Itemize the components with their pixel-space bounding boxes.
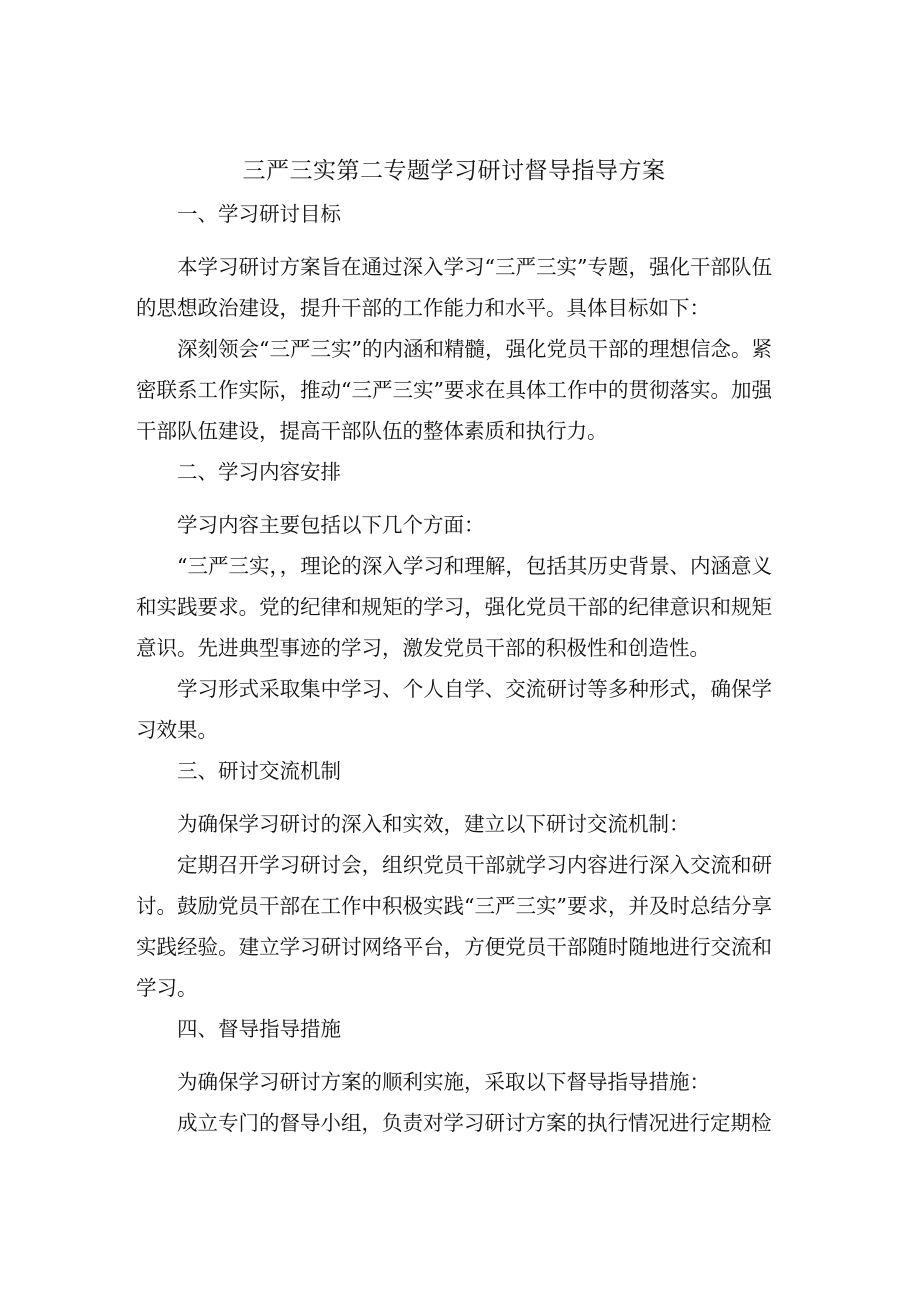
section-heading-4: 四、督导指导措施	[177, 1017, 341, 1041]
section-heading-2: 二、学习内容安排	[177, 460, 341, 484]
section-3-paragraph-2: 定期召开学习研讨会，组织党员干部就学习内容进行深入交流和研讨。鼓励党员干部在工作中积极实践“三严三实”要求，并及时总结分享实践经验。建立学习研讨网络平台，方便党员干部随时随地进行交流和学习。	[136, 853, 772, 1000]
section-heading-3: 三、研讨交流机制	[177, 759, 341, 783]
section-2-paragraph-1: 学习内容主要包括以下几个方面：	[177, 513, 485, 537]
section-3-paragraph-1: 为确保学习研讨的深入和实效，建立以下研讨交流机制：	[177, 812, 690, 836]
section-2-paragraph-2: “三严三实，，理论的深入学习和理解，包括其历史背景、内涵意义和实践要求。党的纪律和规矩的学习，强化党员干部的纪律意识和规矩意识。先进典型事迹的学习，激发党员干部的积极性和创造性。	[136, 554, 772, 660]
section-4-paragraph-1: 为确保学习研讨方案的顺利实施，采取以下督导指导措施：	[177, 1070, 710, 1094]
section-1-paragraph-1: 本学习研讨方案旨在通过深入学习“三严三实”专题，强化干部队伍的思想政治建设，提升干部的工作能力和水平。具体目标如下：	[136, 255, 772, 320]
document-title: 三严三实第二专题学习研讨督导指导方案	[242, 158, 666, 184]
section-heading-1: 一、学习研讨目标	[177, 202, 341, 226]
document-body	[136, 156, 772, 1144]
section-4-paragraph-2: 成立专门的督导小组，负责对学习研讨方案的执行情况进行定期检	[177, 1111, 772, 1135]
section-1-paragraph-2: 深刻领会“三严三实”的内涵和精髓，强化党员干部的理想信念。紧密联系工作实际，推动“三严三实”要求在具体工作中的贯彻落实。加强干部队伍建设，提高干部队伍的整体素质和执行力。	[136, 337, 772, 443]
section-2-paragraph-3: 学习形式采取集中学习、个人自学、交流研讨等多种形式，确保学习效果。	[136, 677, 772, 742]
